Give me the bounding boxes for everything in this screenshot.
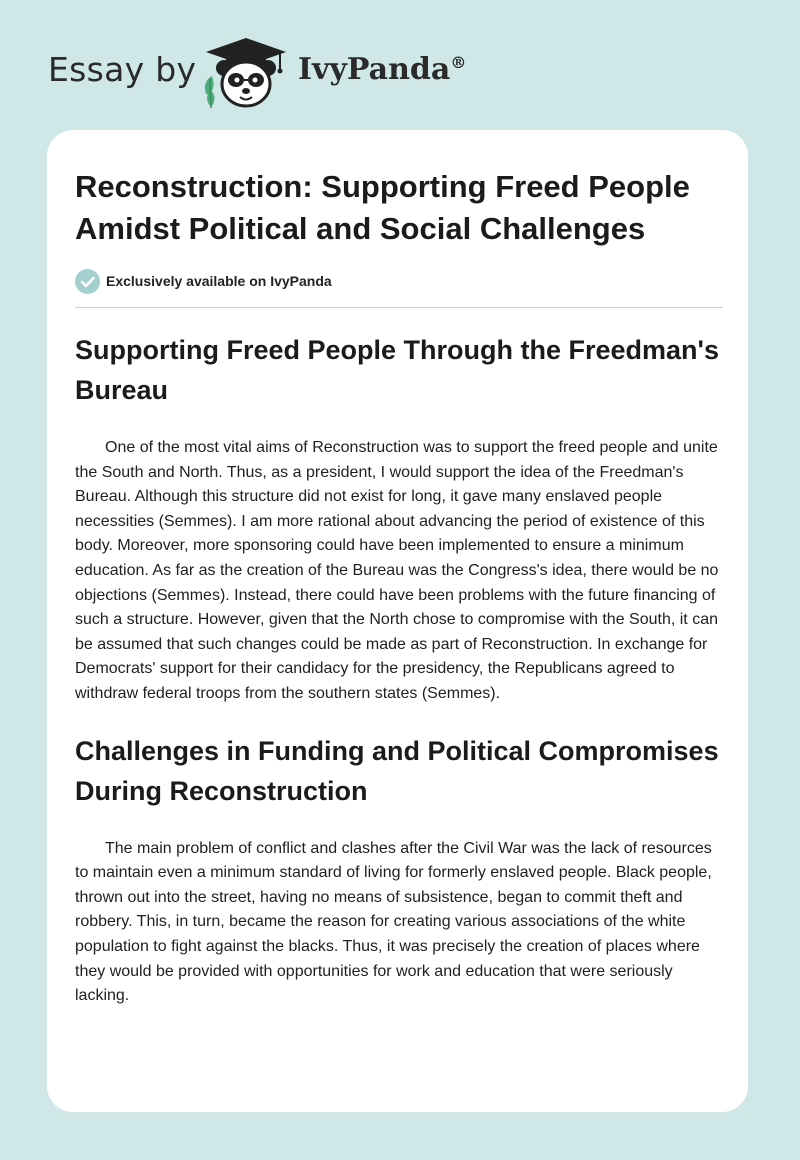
title-divider <box>75 307 723 308</box>
site-header <box>48 36 608 110</box>
section-heading: Challenges in Funding and Political Compromises During Reconstruction <box>75 735 719 806</box>
page-title: Reconstruction: Supporting Freed People Amidst Political and Social Challenges <box>75 169 690 246</box>
essay-card <box>47 130 748 1112</box>
section-paragraph: The main problem of conflict and clashes after the Civil War was the lack of resources to maintain even a minimum standard of living for formerly enslaved people. Black people, thrown out into the street, having no means of subsistence, began to commit theft and robbery. This, in turn, became the reason for creating various associations of the white population to fight against the blacks. Thus, it was precisely the creation of places where they would be provided with opportunities for work and education that were seriously lacking. <box>75 839 712 1005</box>
essay-content <box>75 166 724 1009</box>
brand-name[interactable]: IvyPanda® <box>298 52 467 87</box>
essay-by-label: Essay by <box>48 50 197 89</box>
exclusive-badge <box>75 268 724 294</box>
registered-mark: ® <box>450 53 467 72</box>
section-paragraph: One of the most vital aims of Reconstruction was to support the freed people and unite the South and North. Thus, as a president, I would support the idea of the Freedman's Bureau. Although this structure did not exist for long, it gave many enslaved people necessities (Semmes). I am more rational about advancing the period of existence of this body. Moreover, more sponsoring could have been implemented to ensure a minimum education. As far as the creation of the Bureau was the Congress's idea, there would be no objections (Semmes). Instead, there could have been problems with the future financing of such a structure. However, given that the North chose to compromise with the South, it can be assumed that such changes could be made as part of Reconstruction. In exchange for Democrats' support for their candidacy for the presidency, the Republicans agreed to withdraw federal troops from the southern states (Semmes). <box>75 439 719 702</box>
panda-graduate-icon[interactable] <box>200 36 292 110</box>
exclusive-badge-text: Exclusively available on IvyPanda <box>106 273 332 289</box>
section-heading: Supporting Freed People Through the Freedman's Bureau <box>75 335 719 405</box>
check-circle-icon <box>75 269 100 294</box>
